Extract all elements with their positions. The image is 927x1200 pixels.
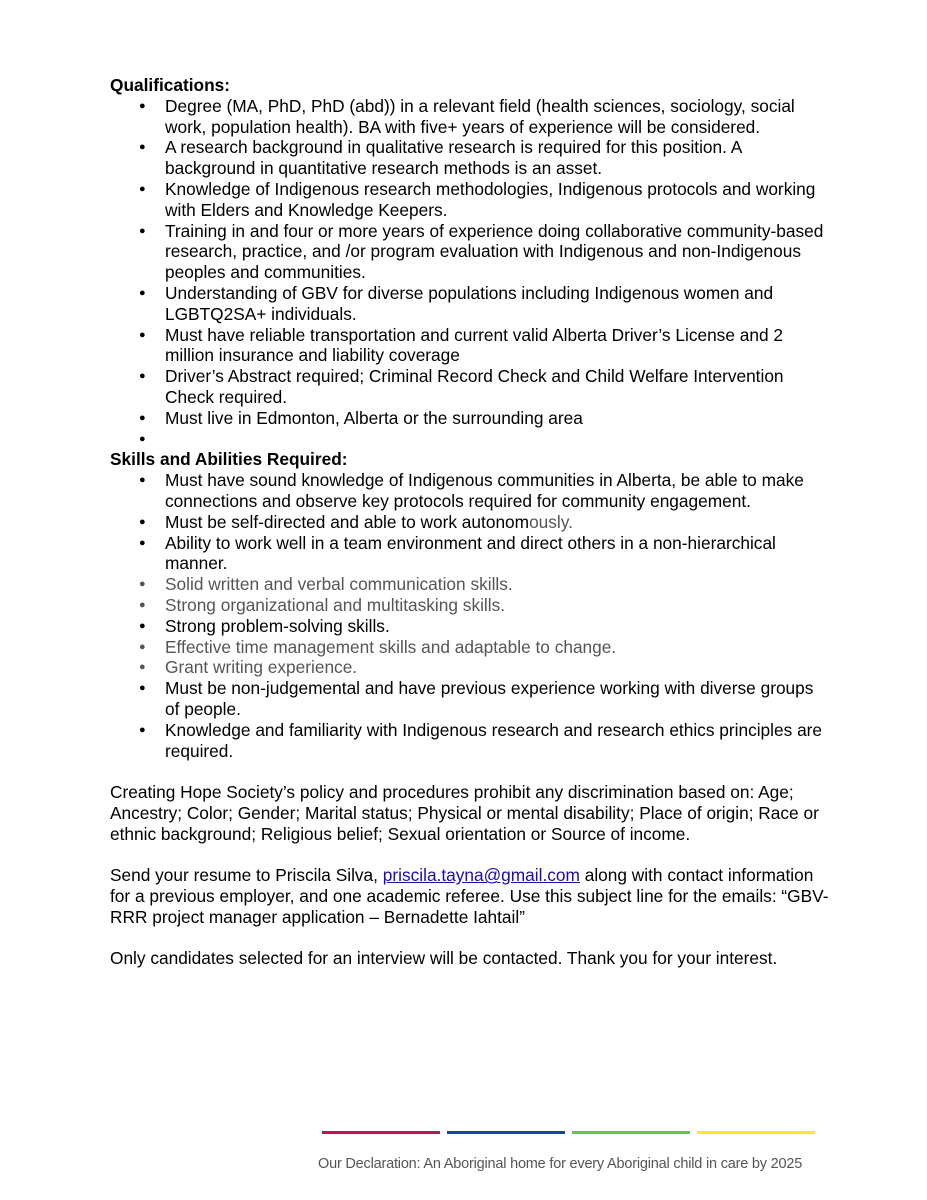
list-item: ● Must live in Edmonton, Alberta or the surrounding area <box>139 407 583 428</box>
bullet-icon: ● <box>139 141 146 154</box>
bullet-icon: ● <box>139 286 146 299</box>
closing-paragraph: Only candidates selected for an interview will be contacted. Thank you for your interest. <box>110 948 778 969</box>
skills-list <box>110 470 830 761</box>
list-item: ● Strong organizational and multitasking skills. <box>139 594 506 615</box>
document-body <box>110 75 830 969</box>
policy-paragraph: Creating Hope Society’s policy and procedures prohibit any discrimination based on: Age; Ancestry; Color; Gender; Marital status; Physical or mental disability; Place of origin; Race or ethnic background; Religious belief; Sexual orientation or Source of income. <box>110 782 819 844</box>
list-item: ● Must have sound knowledge of Indigenous communities in Alberta, be able to make connections and observe key protocols required for community engagement. <box>139 470 804 511</box>
footer-color-bars <box>322 1131 817 1134</box>
bullet-icon: ● <box>139 640 146 653</box>
qualifications-list <box>110 96 830 450</box>
bullet-icon: ● <box>139 99 146 112</box>
list-item: ● Knowledge of Indigenous research methodologies, Indigenous protocols and working with Elders and Knowledge Keepers. <box>139 178 816 220</box>
footer-bar-green <box>572 1131 690 1134</box>
list-item: ● Grant writing experience. <box>139 657 358 678</box>
bullet-icon: ● <box>139 536 146 549</box>
bullet-icon: ● <box>139 515 146 528</box>
footer-bar-yellow <box>697 1131 815 1134</box>
bullet-icon: ● <box>139 224 146 237</box>
list-item: ● Strong problem-solving skills. <box>139 615 390 636</box>
footer-declaration: Our Declaration: An Aboriginal home for every Aboriginal child in care by 2025 <box>318 1156 803 1172</box>
qualifications-heading: Qualifications: <box>110 75 231 95</box>
list-item: ● Solid written and verbal communication skills. <box>139 574 513 595</box>
list-item-empty <box>139 429 830 450</box>
bullet-icon: ● <box>139 370 146 383</box>
list-item: ● Effective time management skills and adaptable to change. <box>139 636 617 657</box>
bullet-icon: ● <box>139 411 146 424</box>
list-item: ● Ability to work well in a team environment and direct others in a non-hierarchical manner. <box>139 532 776 574</box>
list-item: ● Must have reliable transportation and current valid Alberta Driver’s License and 2 million insurance and liability coverage <box>139 324 783 366</box>
list-item: ● Knowledge and familiarity with Indigenous research and research ethics principles are required. <box>139 719 823 761</box>
bullet-icon: ● <box>139 682 146 695</box>
list-item: ● A research background in qualitative research is required for this position. A background in quantitative research methods is an asset. <box>139 137 742 179</box>
list-item: ● Must be self-directed and able to work autonomously. <box>139 511 573 532</box>
bullet-icon: ● <box>139 328 146 341</box>
list-item: ● Training in and four or more years of experience doing collaborative community-based research, practice, and /or program evaluation with Indigenous and non-Indigenous peoples and communities. <box>139 220 824 283</box>
bullet-icon: ● <box>139 432 146 445</box>
skills-heading: Skills and Abilities Required: <box>110 449 348 470</box>
email-link[interactable]: priscila.tayna@gmail.com <box>382 865 580 886</box>
bullet-icon: ● <box>139 578 146 591</box>
bullet-icon: ● <box>139 182 146 195</box>
bullet-icon: ● <box>139 661 146 674</box>
footer-bar-red <box>322 1131 440 1134</box>
bullet-icon: ● <box>139 723 146 736</box>
list-item: ● Degree (MA, PhD, PhD (abd)) in a relevant field (health sciences, sociology, social work, population health). BA with five+ years of experience will be considered. <box>139 95 795 137</box>
list-item: ● Must be non-judgemental and have previous experience working with diverse groups of people. <box>139 678 814 719</box>
bullet-icon: ● <box>139 619 146 632</box>
contact-paragraph: Send your resume to Priscila Silva, priscila.tayna@gmail.com along with contact information for a previous employer, and one academic referee. Use this subject line for the emails: “GBV-RRR project manager application – Bernadette Iahtail” <box>110 865 829 927</box>
bullet-icon: ● <box>139 474 146 487</box>
footer-bar-blue <box>447 1131 565 1134</box>
list-item: ● Driver’s Abstract required; Criminal Record Check and Child Welfare Intervention Check required. <box>139 366 784 407</box>
list-item: ● Understanding of GBV for diverse populations including Indigenous women and LGBTQ2SA+ individuals. <box>139 282 774 324</box>
bullet-icon: ● <box>139 598 146 611</box>
